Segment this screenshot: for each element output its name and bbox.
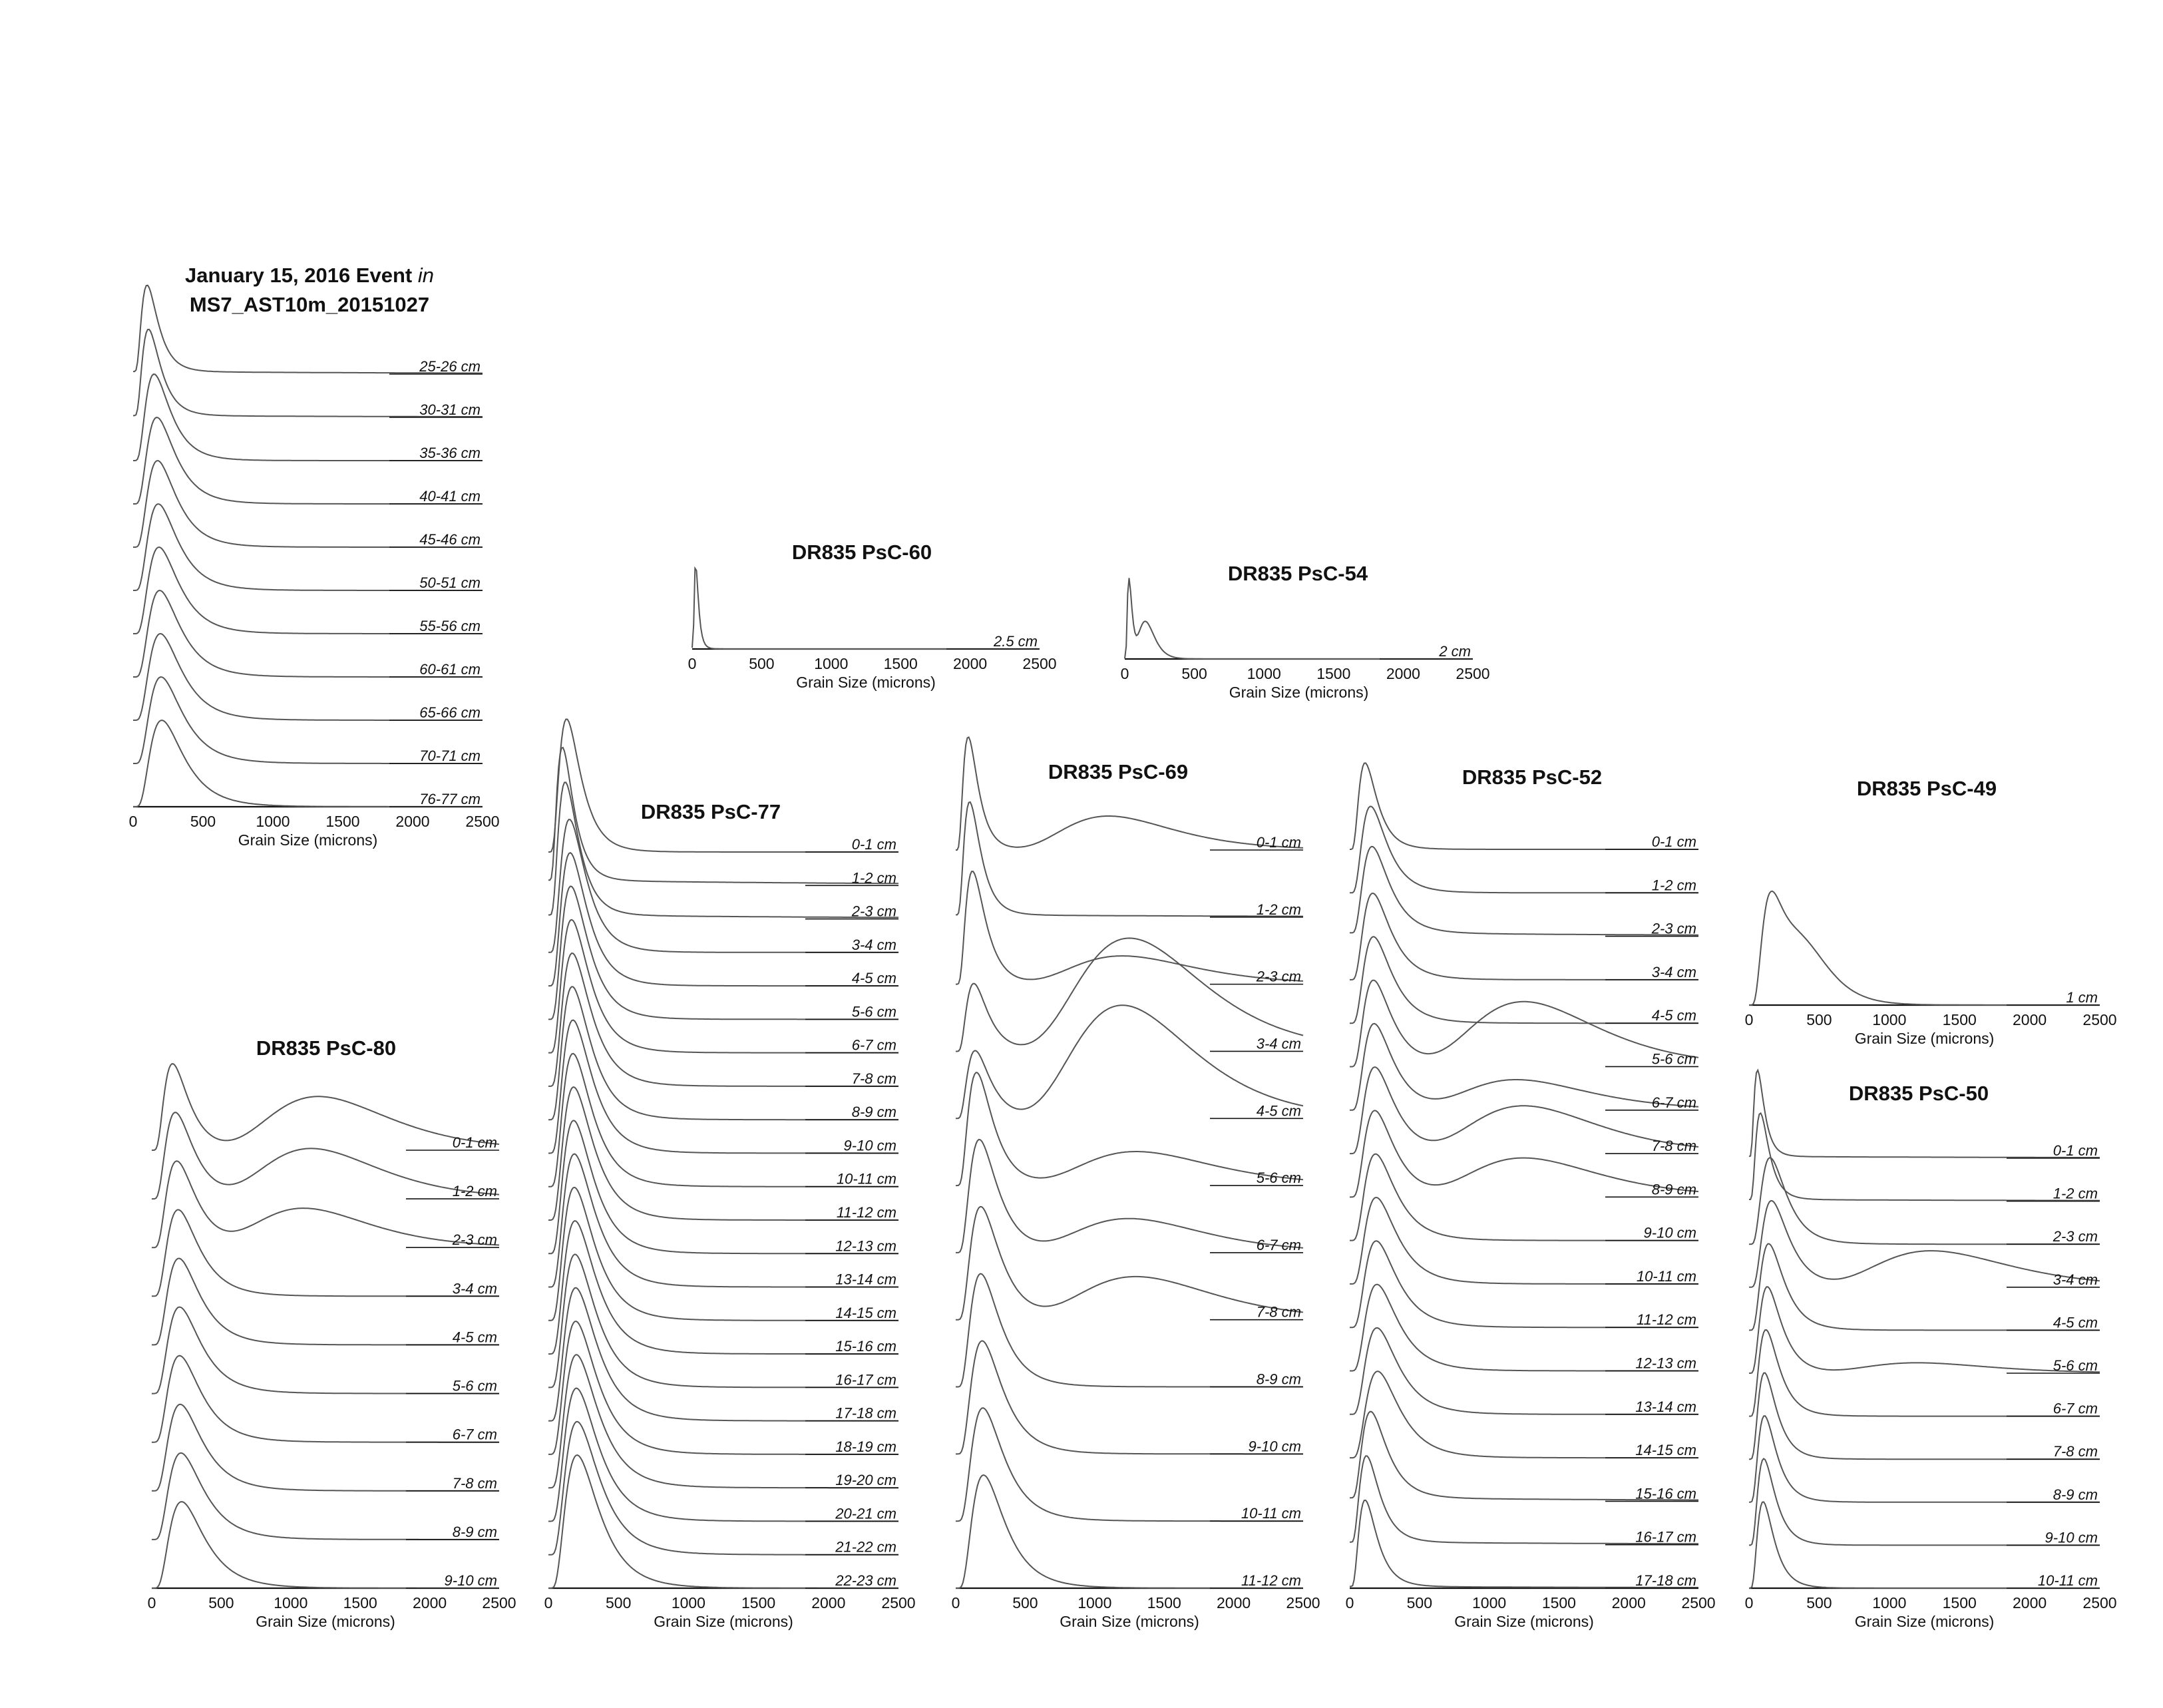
series-label-psc77-15: 15-16 cm bbox=[835, 1338, 896, 1355]
series-label-psc52-3: 3-4 cm bbox=[1651, 963, 1696, 980]
series-label-psc77-7: 7-8 cm bbox=[851, 1070, 896, 1087]
tick-label-psc80-1000: 1000 bbox=[274, 1594, 308, 1611]
series-label-psc80-7: 7-8 cm bbox=[452, 1474, 497, 1492]
tick-label-psc52-1000: 1000 bbox=[1472, 1594, 1507, 1611]
series-label-psc50-9: 9-10 cm bbox=[2045, 1529, 2098, 1546]
series-label-psc77-11: 11-12 cm bbox=[836, 1204, 896, 1221]
tick-label-psc54-500: 500 bbox=[1181, 665, 1207, 682]
series-label-ms7-0: 25-26 cm bbox=[419, 358, 481, 375]
series-label-ms7-1: 30-31 cm bbox=[419, 401, 481, 418]
series-label-psc60-0: 2.5 cm bbox=[993, 633, 1038, 650]
tick-label-ms7-500: 500 bbox=[190, 813, 216, 830]
series-label-psc52-6: 6-7 cm bbox=[1651, 1094, 1696, 1111]
series-label-psc52-17: 17-18 cm bbox=[1635, 1572, 1696, 1589]
series-label-psc77-18: 18-19 cm bbox=[835, 1438, 896, 1455]
tick-label-psc60-2000: 2000 bbox=[953, 655, 988, 672]
series-label-psc50-7: 7-8 cm bbox=[2053, 1443, 2098, 1460]
tick-label-psc60-0: 0 bbox=[688, 655, 697, 672]
series-label-psc52-16: 16-17 cm bbox=[1635, 1528, 1696, 1546]
series-line-psc80-5 bbox=[152, 1307, 499, 1394]
chart-title-psc80-0: DR835 PsC-80 bbox=[256, 1036, 397, 1060]
series-label-psc77-16: 16-17 cm bbox=[835, 1371, 896, 1388]
series-label-psc69-11: 11-12 cm bbox=[1241, 1572, 1301, 1589]
series-line-psc80-8 bbox=[152, 1453, 499, 1540]
series-label-ms7-10: 76-77 cm bbox=[419, 791, 481, 807]
series-label-psc77-19: 19-20 cm bbox=[835, 1472, 896, 1489]
series-label-psc80-2: 2-3 cm bbox=[452, 1231, 497, 1249]
series-label-psc80-3: 3-4 cm bbox=[452, 1280, 497, 1297]
series-label-psc77-9: 9-10 cm bbox=[843, 1137, 896, 1154]
series-line-psc80-6 bbox=[152, 1356, 499, 1442]
series-label-psc80-1: 1-2 cm bbox=[452, 1183, 497, 1200]
series-line-psc80-2 bbox=[152, 1161, 499, 1247]
series-label-ms7-8: 65-66 cm bbox=[419, 704, 481, 721]
series-label-psc77-2: 2-3 cm bbox=[851, 903, 896, 920]
series-line-psc69-0 bbox=[956, 738, 1303, 851]
tick-label-psc54-2000: 2000 bbox=[1386, 665, 1420, 682]
tick-label-psc69-1500: 1500 bbox=[1147, 1594, 1181, 1611]
tick-label-psc49-500: 500 bbox=[1806, 1011, 1832, 1028]
series-label-psc80-5: 5-6 cm bbox=[452, 1377, 497, 1394]
tick-label-psc52-0: 0 bbox=[1345, 1594, 1354, 1611]
series-label-ms7-9: 70-71 cm bbox=[419, 747, 481, 764]
series-label-ms7-6: 55-56 cm bbox=[419, 618, 481, 634]
tick-label-ms7-2500: 2500 bbox=[465, 813, 500, 830]
series-line-psc77-0 bbox=[548, 720, 898, 853]
series-line-psc54-0 bbox=[1125, 578, 1473, 659]
series-line-psc69-1 bbox=[956, 802, 1303, 917]
series-label-psc80-4: 4-5 cm bbox=[452, 1329, 497, 1346]
series-label-psc52-15: 15-16 cm bbox=[1635, 1485, 1696, 1502]
x-axis-label-psc54: Grain Size (microns) bbox=[1229, 684, 1369, 701]
chart-title-psc77-0: DR835 PsC-77 bbox=[640, 800, 781, 823]
tick-label-psc77-0: 0 bbox=[544, 1594, 553, 1611]
series-line-psc49-0 bbox=[1749, 891, 2100, 1005]
tick-label-psc52-2500: 2500 bbox=[1681, 1594, 1716, 1611]
series-label-psc50-6: 6-7 cm bbox=[2053, 1400, 2098, 1417]
tick-label-psc80-2000: 2000 bbox=[413, 1594, 447, 1611]
series-line-psc69-9 bbox=[956, 1341, 1303, 1454]
series-label-psc50-3: 3-4 cm bbox=[2053, 1271, 2098, 1288]
series-line-psc80-7 bbox=[152, 1404, 499, 1491]
chart-title-ms7-1: MS7_AST10m_20151027 bbox=[189, 293, 430, 316]
series-label-psc77-1: 1-2 cm bbox=[851, 869, 896, 887]
tick-label-psc77-2000: 2000 bbox=[811, 1594, 846, 1611]
chart-title-psc52-0: DR835 PsC-52 bbox=[1462, 765, 1603, 789]
x-axis-label-psc69: Grain Size (microns) bbox=[1060, 1613, 1199, 1630]
series-line-psc69-7 bbox=[956, 1207, 1303, 1320]
series-label-psc50-5: 5-6 cm bbox=[2053, 1357, 2098, 1374]
tick-label-psc54-0: 0 bbox=[1120, 665, 1129, 682]
x-axis-label-psc77: Grain Size (microns) bbox=[654, 1613, 793, 1630]
series-line-psc69-8 bbox=[956, 1274, 1303, 1387]
x-axis-label-psc49: Grain Size (microns) bbox=[1854, 1030, 1995, 1047]
chart-title-ms7-0: January 15, 2016 Event in bbox=[185, 264, 434, 287]
tick-label-psc50-2000: 2000 bbox=[2013, 1594, 2047, 1611]
series-label-psc80-6: 6-7 cm bbox=[452, 1426, 497, 1443]
tick-label-ms7-1000: 1000 bbox=[256, 813, 290, 830]
series-label-psc52-10: 10-11 cm bbox=[1636, 1267, 1696, 1285]
series-label-psc77-17: 17-18 cm bbox=[835, 1404, 896, 1422]
series-line-psc69-3 bbox=[956, 938, 1303, 1051]
series-line-psc60-0 bbox=[692, 568, 1040, 649]
series-line-psc80-4 bbox=[152, 1259, 499, 1345]
series-label-psc77-22: 22-23 cm bbox=[835, 1572, 896, 1589]
x-axis-label-psc60: Grain Size (microns) bbox=[796, 674, 936, 691]
tick-label-ms7-1500: 1500 bbox=[325, 813, 360, 830]
chart-title-psc54-0: DR835 PsC-54 bbox=[1227, 562, 1368, 585]
tick-label-psc80-0: 0 bbox=[147, 1594, 156, 1611]
series-line-psc69-11 bbox=[956, 1475, 1303, 1588]
tick-label-psc49-1000: 1000 bbox=[1872, 1011, 1907, 1028]
series-line-psc80-1 bbox=[152, 1112, 499, 1199]
tick-label-psc77-1000: 1000 bbox=[671, 1594, 705, 1611]
series-label-psc77-3: 3-4 cm bbox=[851, 936, 896, 953]
series-label-psc50-10: 10-11 cm bbox=[2037, 1572, 2098, 1589]
series-label-psc77-6: 6-7 cm bbox=[851, 1036, 896, 1054]
chart-title-psc60-0: DR835 PsC-60 bbox=[791, 540, 932, 564]
tick-label-psc69-2500: 2500 bbox=[1286, 1594, 1320, 1611]
tick-label-psc60-500: 500 bbox=[749, 655, 775, 672]
series-label-ms7-3: 40-41 cm bbox=[419, 488, 481, 505]
chart-title-psc69-0: DR835 PsC-69 bbox=[1048, 760, 1189, 783]
tick-label-ms7-2000: 2000 bbox=[395, 813, 430, 830]
tick-label-psc54-1500: 1500 bbox=[1316, 665, 1351, 682]
series-label-psc52-11: 11-12 cm bbox=[1636, 1311, 1696, 1329]
tick-label-psc77-500: 500 bbox=[606, 1594, 632, 1611]
series-line-psc80-3 bbox=[152, 1209, 499, 1296]
series-label-psc77-5: 5-6 cm bbox=[851, 1003, 896, 1020]
series-label-psc77-20: 20-21 cm bbox=[835, 1505, 896, 1522]
tick-label-psc52-1500: 1500 bbox=[1541, 1594, 1576, 1611]
series-line-psc69-10 bbox=[956, 1408, 1303, 1521]
series-label-psc77-14: 14-15 cm bbox=[835, 1304, 896, 1321]
series-label-psc52-12: 12-13 cm bbox=[1635, 1355, 1696, 1372]
series-label-psc52-8: 8-9 cm bbox=[1651, 1181, 1696, 1198]
chart-title-psc50-0: DR835 PsC-50 bbox=[1848, 1082, 1989, 1105]
series-label-psc52-14: 14-15 cm bbox=[1635, 1442, 1696, 1459]
series-label-psc52-13: 13-14 cm bbox=[1635, 1398, 1696, 1415]
series-label-psc52-7: 7-8 cm bbox=[1651, 1138, 1696, 1155]
tick-label-psc50-0: 0 bbox=[1744, 1594, 1754, 1611]
series-label-psc50-2: 2-3 cm bbox=[2053, 1228, 2098, 1245]
series-label-psc80-9: 9-10 cm bbox=[444, 1572, 497, 1589]
series-line-psc52-2 bbox=[1350, 847, 1698, 935]
series-label-psc69-0: 0-1 cm bbox=[1256, 834, 1301, 851]
series-label-ms7-2: 35-36 cm bbox=[419, 445, 481, 461]
series-label-psc69-9: 9-10 cm bbox=[1248, 1438, 1301, 1455]
tick-label-psc50-2500: 2500 bbox=[2082, 1594, 2117, 1611]
series-label-psc77-13: 13-14 cm bbox=[835, 1271, 896, 1288]
series-line-psc69-2 bbox=[956, 871, 1303, 984]
tick-label-psc69-500: 500 bbox=[1012, 1594, 1038, 1611]
tick-label-psc54-2500: 2500 bbox=[1456, 665, 1490, 682]
series-label-psc77-8: 8-9 cm bbox=[851, 1104, 896, 1121]
tick-label-psc54-1000: 1000 bbox=[1247, 665, 1281, 682]
series-label-psc80-8: 8-9 cm bbox=[452, 1523, 497, 1540]
tick-label-psc77-1500: 1500 bbox=[741, 1594, 776, 1611]
series-label-psc77-21: 21-22 cm bbox=[835, 1538, 896, 1556]
series-label-psc69-4: 4-5 cm bbox=[1256, 1102, 1301, 1120]
series-label-psc52-1: 1-2 cm bbox=[1651, 877, 1696, 894]
series-label-psc69-8: 8-9 cm bbox=[1256, 1371, 1301, 1388]
tick-label-psc49-1500: 1500 bbox=[1942, 1011, 1977, 1028]
series-label-psc80-0: 0-1 cm bbox=[452, 1134, 497, 1151]
x-axis-label-ms7: Grain Size (microns) bbox=[238, 831, 378, 849]
series-label-psc69-6: 6-7 cm bbox=[1256, 1236, 1301, 1253]
series-label-psc77-4: 4-5 cm bbox=[851, 970, 896, 987]
series-label-psc50-0: 0-1 cm bbox=[2053, 1142, 2098, 1159]
series-label-psc77-10: 10-11 cm bbox=[836, 1170, 896, 1187]
series-line-psc69-5 bbox=[956, 1072, 1303, 1185]
series-label-psc77-0: 0-1 cm bbox=[851, 836, 896, 853]
x-axis-label-psc52: Grain Size (microns) bbox=[1454, 1613, 1594, 1630]
series-label-ms7-7: 60-61 cm bbox=[419, 661, 481, 678]
series-label-psc50-8: 8-9 cm bbox=[2053, 1486, 2098, 1503]
chart-title-psc49-0: DR835 PsC-49 bbox=[1856, 777, 1997, 800]
series-label-psc69-1: 1-2 cm bbox=[1256, 901, 1301, 918]
x-axis-label-psc50: Grain Size (microns) bbox=[1854, 1613, 1995, 1630]
tick-label-psc80-2500: 2500 bbox=[482, 1594, 516, 1611]
tick-label-psc69-1000: 1000 bbox=[1078, 1594, 1112, 1611]
series-line-psc69-4 bbox=[956, 1005, 1303, 1118]
series-label-psc52-5: 5-6 cm bbox=[1651, 1050, 1696, 1068]
series-label-psc49-0: 1 cm bbox=[2066, 989, 2098, 1006]
tick-label-psc49-0: 0 bbox=[1744, 1011, 1754, 1028]
tick-label-psc52-500: 500 bbox=[1406, 1594, 1432, 1611]
series-label-psc54-0: 2 cm bbox=[1439, 643, 1471, 660]
tick-label-psc69-2000: 2000 bbox=[1217, 1594, 1251, 1611]
tick-label-psc52-2000: 2000 bbox=[1611, 1594, 1646, 1611]
series-label-psc69-7: 7-8 cm bbox=[1256, 1303, 1301, 1321]
tick-label-psc60-2500: 2500 bbox=[1022, 655, 1057, 672]
series-label-psc69-2: 2-3 cm bbox=[1256, 968, 1301, 985]
series-label-psc52-2: 2-3 cm bbox=[1651, 920, 1696, 937]
tick-label-psc69-0: 0 bbox=[951, 1594, 960, 1611]
series-label-psc77-12: 12-13 cm bbox=[835, 1237, 896, 1255]
series-line-psc80-0 bbox=[152, 1064, 499, 1150]
series-label-psc50-4: 4-5 cm bbox=[2053, 1314, 2098, 1331]
series-label-psc52-0: 0-1 cm bbox=[1651, 833, 1696, 850]
series-label-ms7-5: 50-51 cm bbox=[419, 574, 481, 591]
tick-label-psc77-2500: 2500 bbox=[881, 1594, 916, 1611]
tick-label-psc49-2500: 2500 bbox=[2082, 1011, 2117, 1028]
tick-label-ms7-0: 0 bbox=[128, 813, 138, 830]
series-label-psc52-4: 4-5 cm bbox=[1651, 1007, 1696, 1024]
series-label-psc69-10: 10-11 cm bbox=[1241, 1505, 1301, 1522]
series-label-psc50-1: 1-2 cm bbox=[2053, 1185, 2098, 1202]
series-label-psc69-5: 5-6 cm bbox=[1256, 1170, 1301, 1187]
tick-label-psc50-500: 500 bbox=[1806, 1594, 1832, 1611]
tick-label-psc50-1500: 1500 bbox=[1942, 1594, 1977, 1611]
tick-label-psc60-1500: 1500 bbox=[883, 655, 918, 672]
x-axis-label-psc80: Grain Size (microns) bbox=[256, 1613, 395, 1630]
tick-label-psc60-1000: 1000 bbox=[814, 655, 849, 672]
tick-label-psc50-1000: 1000 bbox=[1872, 1594, 1907, 1611]
series-label-psc69-3: 3-4 cm bbox=[1256, 1035, 1301, 1052]
tick-label-psc80-1500: 1500 bbox=[343, 1594, 377, 1611]
series-label-psc52-9: 9-10 cm bbox=[1643, 1224, 1696, 1241]
series-label-ms7-4: 45-46 cm bbox=[419, 531, 481, 548]
tick-label-psc80-500: 500 bbox=[208, 1594, 234, 1611]
tick-label-psc49-2000: 2000 bbox=[2013, 1011, 2047, 1028]
